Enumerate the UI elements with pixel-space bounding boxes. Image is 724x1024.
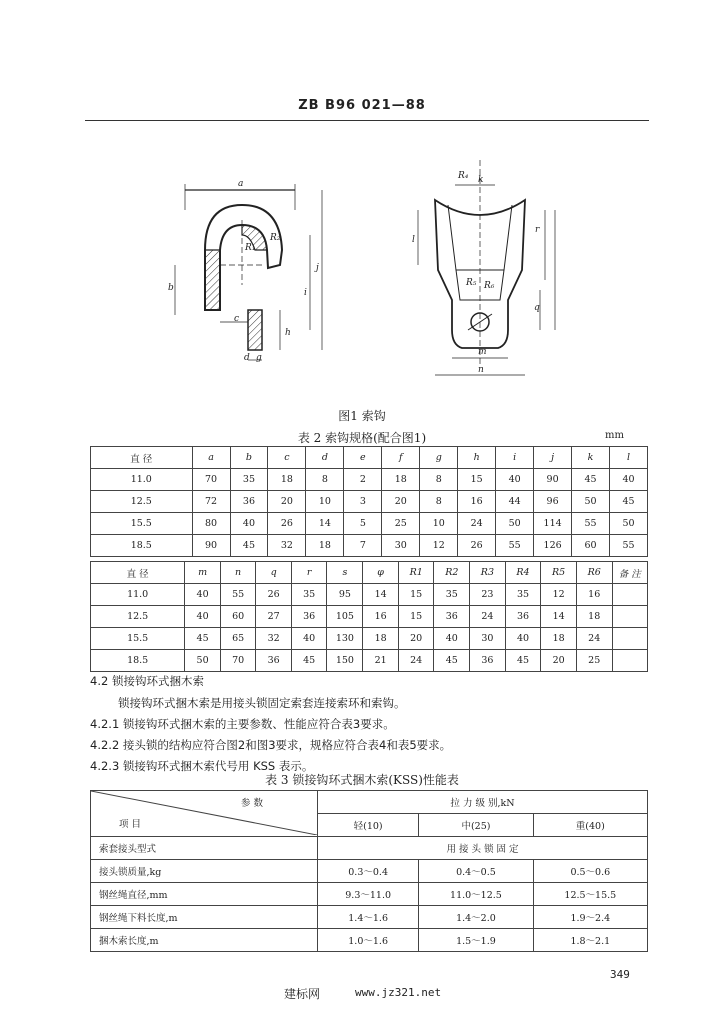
table-cell: 1.4～1.6 bbox=[318, 906, 419, 929]
header-rule bbox=[85, 120, 649, 121]
table-cell: 12.5 bbox=[91, 606, 185, 628]
table-cell: 1.5～1.9 bbox=[419, 929, 533, 952]
table-cell: 36 bbox=[434, 606, 470, 628]
table-cell: 126 bbox=[534, 535, 572, 557]
table-cell: 8 bbox=[420, 491, 458, 513]
table-cell: 35 bbox=[505, 584, 541, 606]
svg-text:a: a bbox=[238, 179, 244, 189]
table-header-cell: a bbox=[192, 447, 230, 469]
table-cell: 15 bbox=[398, 606, 434, 628]
table-cell: 24 bbox=[458, 513, 496, 535]
table-cell: 钢丝绳直径,mm bbox=[91, 883, 318, 906]
svg-text:l: l bbox=[412, 235, 415, 245]
table-header-row bbox=[91, 562, 648, 584]
svg-text:R₆: R₆ bbox=[484, 281, 495, 291]
table-cell: 12.5 bbox=[91, 491, 193, 513]
table3-force-header: 拉 力 级 别,kN bbox=[318, 791, 648, 814]
section-4-2-2: 4.2.2 接头锁的结构应符合图2和图3要求，规格应符合表4和表5要求。 bbox=[90, 738, 452, 752]
svg-text:R₅: R₅ bbox=[466, 278, 477, 288]
table-cell: 90 bbox=[534, 469, 572, 491]
table-header-cell: g bbox=[420, 447, 458, 469]
table-cell: 8 bbox=[420, 469, 458, 491]
table-cell: 20 bbox=[398, 628, 434, 650]
table-cell: 3 bbox=[344, 491, 382, 513]
table-cell bbox=[612, 650, 647, 672]
table-cell bbox=[612, 606, 647, 628]
table-cell bbox=[612, 584, 647, 606]
table-cell: 45 bbox=[572, 469, 610, 491]
section-4-2-body: 锁接钩环式捆木索是用接头锁固定索套连接索环和索钩。 bbox=[118, 696, 406, 710]
table-header-cell: i bbox=[496, 447, 534, 469]
table2-title: 表 2 索钩规格(配合图1) bbox=[297, 431, 427, 445]
table-cell: 24 bbox=[576, 628, 612, 650]
table-cell: 0.5～0.6 bbox=[533, 860, 647, 883]
svg-text:r: r bbox=[535, 225, 540, 235]
svg-text:q: q bbox=[534, 303, 540, 313]
table-cell: 18 bbox=[306, 535, 344, 557]
table-cell: 80 bbox=[192, 513, 230, 535]
table-cell: 55 bbox=[496, 535, 534, 557]
svg-text:h: h bbox=[285, 328, 291, 338]
table-cell: 11.0～12.5 bbox=[419, 883, 533, 906]
svg-text:n: n bbox=[478, 365, 484, 375]
table-cell: 25 bbox=[382, 513, 420, 535]
table-cell: 40 bbox=[291, 628, 327, 650]
table-row bbox=[91, 628, 648, 650]
table-row bbox=[91, 606, 648, 628]
table-row bbox=[91, 513, 648, 535]
table-header-cell: f bbox=[382, 447, 420, 469]
table-cell: 20 bbox=[382, 491, 420, 513]
table-cell: 2 bbox=[344, 469, 382, 491]
table-cell: 40 bbox=[505, 628, 541, 650]
table-cell: 45 bbox=[505, 650, 541, 672]
table-row bbox=[91, 929, 648, 952]
table-cell: 60 bbox=[220, 606, 256, 628]
table-header-cell: R3 bbox=[470, 562, 506, 584]
table3-title: 表 3 锁接钩环式捆木索(KSS)性能表 bbox=[265, 773, 459, 787]
svg-text:c: c bbox=[234, 314, 240, 324]
table-cell: 27 bbox=[256, 606, 292, 628]
table-cell: 1.8～2.1 bbox=[533, 929, 647, 952]
table-cell: 7 bbox=[344, 535, 382, 557]
svg-text:b: b bbox=[168, 283, 174, 293]
table-cell: 96 bbox=[534, 491, 572, 513]
table-cell: 40 bbox=[496, 469, 534, 491]
table-header-cell: φ bbox=[363, 562, 399, 584]
table-cell: 50 bbox=[572, 491, 610, 513]
table-cell: 26 bbox=[256, 584, 292, 606]
table3-level-heavy: 重(40) bbox=[533, 814, 647, 837]
table-cell: 11.0 bbox=[91, 584, 185, 606]
document-code: ZB B96 021—88 bbox=[298, 98, 426, 113]
table-cell: 12.5～15.5 bbox=[533, 883, 647, 906]
footer-site: 建标网 bbox=[284, 987, 321, 1001]
table-cell: 40 bbox=[185, 606, 221, 628]
table-cell: 14 bbox=[306, 513, 344, 535]
table-cell: 130 bbox=[327, 628, 363, 650]
table-cell: 0.3～0.4 bbox=[318, 860, 419, 883]
table3-row-label: 索套接头型式 bbox=[91, 837, 318, 860]
table-cell: 20 bbox=[541, 650, 577, 672]
table-cell: 21 bbox=[363, 650, 399, 672]
table-header-row bbox=[91, 447, 648, 469]
table-header-cell: b bbox=[230, 447, 268, 469]
table-cell: 15 bbox=[398, 584, 434, 606]
table-cell: 32 bbox=[256, 628, 292, 650]
table-cell: 钢丝绳下料长度,m bbox=[91, 906, 318, 929]
table-row bbox=[91, 650, 648, 672]
table-cell: 26 bbox=[268, 513, 306, 535]
table-cell: 14 bbox=[541, 606, 577, 628]
table-header-cell: 直 径 bbox=[91, 447, 193, 469]
table-header-cell: R2 bbox=[434, 562, 470, 584]
table-cell: 接头锁质量,kg bbox=[91, 860, 318, 883]
table-cell: 18.5 bbox=[91, 535, 193, 557]
table-cell: 12 bbox=[420, 535, 458, 557]
table-cell: 40 bbox=[434, 628, 470, 650]
table-cell: 11.0 bbox=[91, 469, 193, 491]
table-cell: 45 bbox=[230, 535, 268, 557]
table-cell: 18.5 bbox=[91, 650, 185, 672]
table3-level-medium: 中(25) bbox=[419, 814, 533, 837]
table-cell: 95 bbox=[327, 584, 363, 606]
table-header-cell: n bbox=[220, 562, 256, 584]
svg-text:R₁: R₁ bbox=[245, 243, 256, 253]
table3 bbox=[90, 790, 648, 952]
table-cell: 1.9～2.4 bbox=[533, 906, 647, 929]
svg-text:d: d bbox=[244, 353, 250, 363]
svg-text:R₂: R₂ bbox=[270, 233, 281, 243]
table3-row-value: 用 接 头 锁 固 定 bbox=[318, 837, 648, 860]
table-cell: 114 bbox=[534, 513, 572, 535]
table2-unit: mm bbox=[605, 430, 624, 441]
table-cell: 18 bbox=[576, 606, 612, 628]
table3-diagonal-header: 参 数 项 目 bbox=[91, 791, 318, 837]
table-cell: 55 bbox=[220, 584, 256, 606]
table-cell: 15.5 bbox=[91, 628, 185, 650]
table-cell: 40 bbox=[185, 584, 221, 606]
table-cell: 36 bbox=[505, 606, 541, 628]
table-cell: 26 bbox=[458, 535, 496, 557]
table-cell: 50 bbox=[610, 513, 648, 535]
table-header-cell: R6 bbox=[576, 562, 612, 584]
table-cell: 24 bbox=[470, 606, 506, 628]
table-cell: 36 bbox=[256, 650, 292, 672]
table-cell: 0.4～0.5 bbox=[419, 860, 533, 883]
table-header-cell: c bbox=[268, 447, 306, 469]
table2-part2 bbox=[90, 561, 648, 672]
svg-text:i: i bbox=[304, 288, 307, 298]
table-row bbox=[91, 535, 648, 557]
svg-text:R₄: R₄ bbox=[458, 171, 469, 181]
table-cell: 30 bbox=[470, 628, 506, 650]
table-cell: 18 bbox=[382, 469, 420, 491]
hook-front-view bbox=[418, 160, 555, 375]
table-row bbox=[91, 491, 648, 513]
table-cell: 23 bbox=[470, 584, 506, 606]
table-cell bbox=[612, 628, 647, 650]
table-cell: 32 bbox=[268, 535, 306, 557]
svg-text:j: j bbox=[316, 263, 319, 273]
table-row bbox=[91, 469, 648, 491]
table-cell: 50 bbox=[185, 650, 221, 672]
table-header-cell: h bbox=[458, 447, 496, 469]
section-4-2-title: 4.2 锁接钩环式捆木索 bbox=[90, 674, 204, 688]
table-cell: 70 bbox=[220, 650, 256, 672]
table-cell: 20 bbox=[268, 491, 306, 513]
table-header-cell: R5 bbox=[541, 562, 577, 584]
hook-side-view bbox=[175, 184, 322, 360]
table-header-cell: j bbox=[534, 447, 572, 469]
table-cell: 16 bbox=[458, 491, 496, 513]
table-cell: 55 bbox=[572, 513, 610, 535]
table-cell: 16 bbox=[363, 606, 399, 628]
table-cell: 35 bbox=[230, 469, 268, 491]
table-cell: 45 bbox=[434, 650, 470, 672]
table-cell: 44 bbox=[496, 491, 534, 513]
table-cell: 65 bbox=[220, 628, 256, 650]
table-cell: 5 bbox=[344, 513, 382, 535]
table-cell: 36 bbox=[230, 491, 268, 513]
table-cell: 45 bbox=[185, 628, 221, 650]
table-header-cell: 备 注 bbox=[612, 562, 647, 584]
table-cell: 150 bbox=[327, 650, 363, 672]
table2-part1 bbox=[90, 446, 648, 557]
footer-url[interactable]: www.jz321.net bbox=[355, 986, 442, 999]
table-header-cell: m bbox=[185, 562, 221, 584]
table-cell: 捆木索长度,m bbox=[91, 929, 318, 952]
table-cell: 25 bbox=[576, 650, 612, 672]
table-header-cell: s bbox=[327, 562, 363, 584]
table-row bbox=[91, 860, 648, 883]
table-header-cell: d bbox=[306, 447, 344, 469]
table-cell: 8 bbox=[306, 469, 344, 491]
table-cell: 72 bbox=[192, 491, 230, 513]
table-cell: 15.5 bbox=[91, 513, 193, 535]
table-cell: 40 bbox=[610, 469, 648, 491]
table-cell: 24 bbox=[398, 650, 434, 672]
table-cell: 60 bbox=[572, 535, 610, 557]
table-header-cell: 直 径 bbox=[91, 562, 185, 584]
table-cell: 45 bbox=[291, 650, 327, 672]
table-cell: 36 bbox=[470, 650, 506, 672]
section-4-2-3: 4.2.3 锁接钩环式捆木索代号用 KSS 表示。 bbox=[90, 759, 314, 773]
table-cell: 1.0～1.6 bbox=[318, 929, 419, 952]
table-cell: 105 bbox=[327, 606, 363, 628]
table-cell: 40 bbox=[230, 513, 268, 535]
table-cell: 35 bbox=[291, 584, 327, 606]
table-header-cell: k bbox=[572, 447, 610, 469]
table-cell: 10 bbox=[420, 513, 458, 535]
svg-text:k: k bbox=[478, 175, 484, 185]
table-cell: 50 bbox=[496, 513, 534, 535]
table-header-cell: r bbox=[291, 562, 327, 584]
table3-level-light: 轻(10) bbox=[318, 814, 419, 837]
table-cell: 1.4～2.0 bbox=[419, 906, 533, 929]
table-row bbox=[91, 906, 648, 929]
table-header-cell: l bbox=[610, 447, 648, 469]
table-cell: 12 bbox=[541, 584, 577, 606]
table-cell: 18 bbox=[268, 469, 306, 491]
table-cell: 18 bbox=[541, 628, 577, 650]
table-header-cell: R1 bbox=[398, 562, 434, 584]
table-cell: 90 bbox=[192, 535, 230, 557]
table-cell: 16 bbox=[576, 584, 612, 606]
table-header-cell: R4 bbox=[505, 562, 541, 584]
table-header-cell: e bbox=[344, 447, 382, 469]
table-header-cell: q bbox=[256, 562, 292, 584]
table-cell: 14 bbox=[363, 584, 399, 606]
table-cell: 10 bbox=[306, 491, 344, 513]
table-cell: 70 bbox=[192, 469, 230, 491]
table-row bbox=[91, 883, 648, 906]
table-cell: 55 bbox=[610, 535, 648, 557]
table-cell: 9.3～11.0 bbox=[318, 883, 419, 906]
section-4-2-1: 4.2.1 锁接钩环式捆木索的主要参数、性能应符合表3要求。 bbox=[90, 717, 395, 731]
hook-drawing bbox=[150, 150, 570, 400]
table-cell: 45 bbox=[610, 491, 648, 513]
table-cell: 15 bbox=[458, 469, 496, 491]
table-cell: 18 bbox=[363, 628, 399, 650]
table-cell: 35 bbox=[434, 584, 470, 606]
table-cell: 36 bbox=[291, 606, 327, 628]
figure-caption: 图1 索钩 bbox=[338, 409, 386, 423]
page-number: 349 bbox=[610, 968, 630, 981]
table-row bbox=[91, 584, 648, 606]
table-cell: 30 bbox=[382, 535, 420, 557]
svg-text:g: g bbox=[256, 353, 262, 363]
svg-text:m: m bbox=[478, 347, 487, 357]
